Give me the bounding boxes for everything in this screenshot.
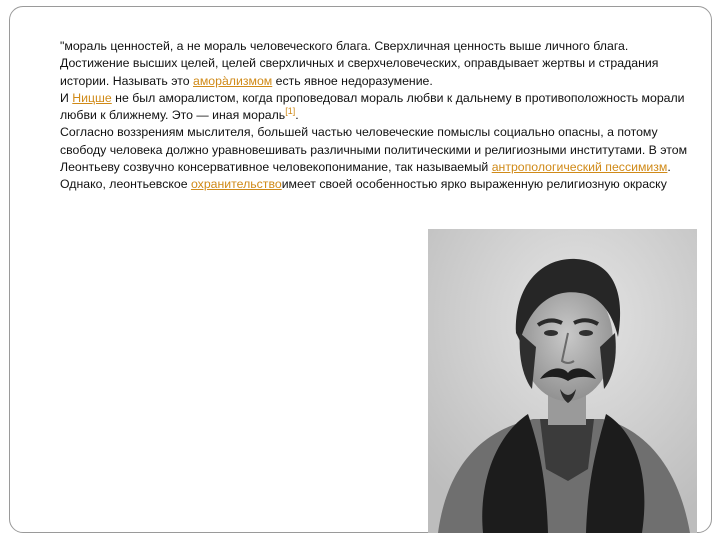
link-amoralism[interactable]: амора̀лизмом [193, 73, 273, 88]
paragraph-nietzsche-text: не был аморалистом, когда проповедовал мораль любви к дальнему в противоположность морали любви к ближнему. Это — иная мораль [60, 90, 685, 123]
paragraph-nietzsche-suffix: . [295, 108, 299, 123]
portrait-illustration [428, 229, 697, 533]
paragraph-quote [60, 38, 692, 90]
paragraph-nietzsche-prefix: И [60, 90, 73, 105]
link-conservatism[interactable]: охранительство [190, 177, 282, 192]
paragraph-nietzsche [60, 90, 692, 125]
portrait-photo [428, 229, 697, 533]
paragraph-quote-text: "мораль ценностей, а не мораль человеческого блага. Сверхличная ценность выше личного блага. Достижение высших целей, целей сверхличных и сверхчеловеческих, оправдывает жертвы и страдания истории. Называть это [60, 39, 659, 88]
slide-text-block [60, 38, 692, 194]
footnote-reference-link[interactable]: [1] [285, 106, 296, 117]
link-nietzsche[interactable]: Ницше [72, 90, 112, 105]
paragraph-views [60, 124, 692, 193]
link-anthropological-pessimism[interactable]: антропологический пессимизм [491, 160, 668, 175]
paragraph-quote-text-end: есть явное недоразумение. [272, 73, 433, 88]
paragraph-views-text-middle: . Однако, леонтьевское [60, 160, 671, 192]
paragraph-views-text: Согласно воззрениям мыслителя, большей частью человеческие помыслы социально опасны, а потому свободу человека должно уравновешивать различными политическими и религиозными институтами. В этом Леонтьеву созвучно консервативное человекопонимание, так называемый [60, 125, 688, 175]
paragraph-views-text-end: имеет своей особенностью ярко выраженную религиозную окраску [281, 177, 667, 192]
